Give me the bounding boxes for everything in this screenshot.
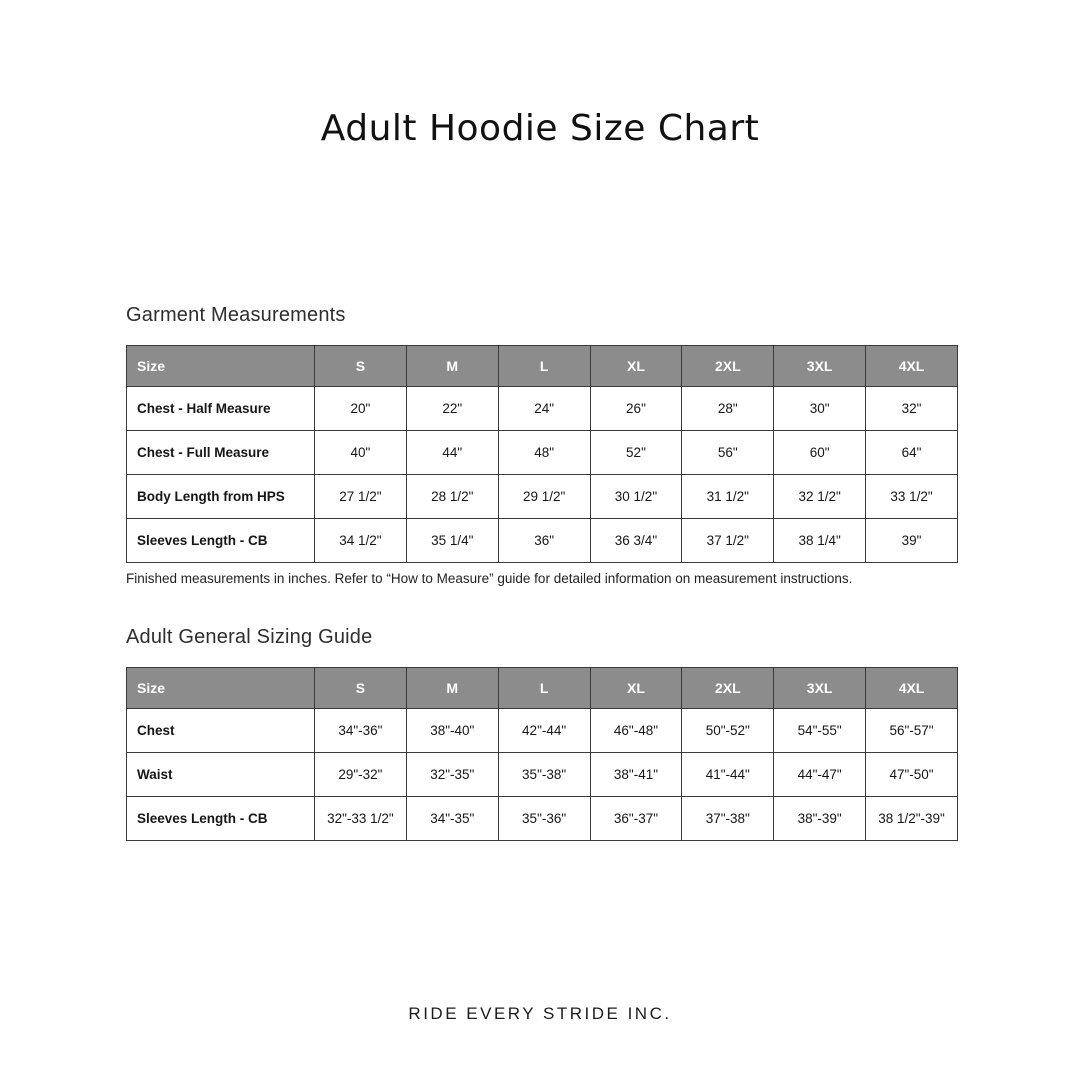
value-cell: 20" — [315, 387, 407, 431]
column-header: 3XL — [774, 668, 866, 709]
value-cell: 35"-38" — [498, 753, 590, 797]
value-cell: 28" — [682, 387, 774, 431]
sizing-guide-heading: Adult General Sizing Guide — [126, 626, 373, 648]
value-cell: 34 1/2" — [315, 519, 407, 563]
column-header: Size — [127, 668, 315, 709]
value-cell: 54"-55" — [774, 709, 866, 753]
value-cell: 24" — [498, 387, 590, 431]
table-row — [127, 753, 958, 797]
value-cell: 52" — [590, 431, 682, 475]
column-header: 2XL — [682, 346, 774, 387]
value-cell: 36 3/4" — [590, 519, 682, 563]
value-cell: 38 1/4" — [774, 519, 866, 563]
value-cell: 28 1/2" — [406, 475, 498, 519]
value-cell: 32"-33 1/2" — [315, 797, 407, 841]
row-label: Chest - Half Measure — [127, 387, 315, 431]
value-cell: 48" — [498, 431, 590, 475]
value-cell: 37 1/2" — [682, 519, 774, 563]
garment-measurements-heading: Garment Measurements — [126, 304, 346, 326]
value-cell: 41"-44" — [682, 753, 774, 797]
column-header: 4XL — [866, 668, 958, 709]
value-cell: 22" — [406, 387, 498, 431]
row-label: Chest - Full Measure — [127, 431, 315, 475]
column-header: Size — [127, 346, 315, 387]
column-header: L — [498, 668, 590, 709]
row-label: Body Length from HPS — [127, 475, 315, 519]
column-header: 2XL — [682, 668, 774, 709]
page-title: Adult Hoodie Size Chart — [320, 108, 760, 149]
value-cell: 29"-32" — [315, 753, 407, 797]
value-cell: 35 1/4" — [406, 519, 498, 563]
column-header: L — [498, 346, 590, 387]
table-row — [127, 431, 958, 475]
value-cell: 39" — [866, 519, 958, 563]
garment-measurements-table — [126, 345, 958, 563]
column-header: 4XL — [866, 346, 958, 387]
value-cell: 38 1/2"-39" — [866, 797, 958, 841]
value-cell: 60" — [774, 431, 866, 475]
value-cell: 37"-38" — [682, 797, 774, 841]
value-cell: 26" — [590, 387, 682, 431]
row-label: Sleeves Length - CB — [127, 797, 315, 841]
table-row — [127, 709, 958, 753]
row-label: Sleeves Length - CB — [127, 519, 315, 563]
column-header: S — [315, 346, 407, 387]
value-cell: 38"-39" — [774, 797, 866, 841]
value-cell: 46"-48" — [590, 709, 682, 753]
row-label: Chest — [127, 709, 315, 753]
value-cell: 44"-47" — [774, 753, 866, 797]
value-cell: 40" — [315, 431, 407, 475]
value-cell: 33 1/2" — [866, 475, 958, 519]
value-cell: 36" — [498, 519, 590, 563]
value-cell: 36"-37" — [590, 797, 682, 841]
value-cell: 38"-40" — [406, 709, 498, 753]
value-cell: 50"-52" — [682, 709, 774, 753]
value-cell: 44" — [406, 431, 498, 475]
value-cell: 56"-57" — [866, 709, 958, 753]
column-header: 3XL — [774, 346, 866, 387]
value-cell: 34"-35" — [406, 797, 498, 841]
table-row — [127, 387, 958, 431]
value-cell: 38"-41" — [590, 753, 682, 797]
sizing-guide-table — [126, 667, 958, 841]
column-header: M — [406, 346, 498, 387]
table-row — [127, 475, 958, 519]
value-cell: 27 1/2" — [315, 475, 407, 519]
header-row — [127, 346, 958, 387]
value-cell: 64" — [866, 431, 958, 475]
table-row — [127, 797, 958, 841]
row-label: Waist — [127, 753, 315, 797]
value-cell: 30" — [774, 387, 866, 431]
value-cell: 34"-36" — [315, 709, 407, 753]
value-cell: 32 1/2" — [774, 475, 866, 519]
column-header: M — [406, 668, 498, 709]
column-header: XL — [590, 668, 682, 709]
column-header: XL — [590, 346, 682, 387]
value-cell: 32"-35" — [406, 753, 498, 797]
value-cell: 56" — [682, 431, 774, 475]
value-cell: 47"-50" — [866, 753, 958, 797]
value-cell: 42"-44" — [498, 709, 590, 753]
brand-footer: RIDE EVERY STRIDE INC. — [408, 1004, 672, 1023]
value-cell: 32" — [866, 387, 958, 431]
value-cell: 35"-36" — [498, 797, 590, 841]
measurement-note: Finished measurements in inches. Refer to “How to Measure” guide for detailed information on measurement instructions. — [126, 571, 853, 586]
table-row — [127, 519, 958, 563]
value-cell: 30 1/2" — [590, 475, 682, 519]
header-row — [127, 668, 958, 709]
value-cell: 29 1/2" — [498, 475, 590, 519]
column-header: S — [315, 668, 407, 709]
value-cell: 31 1/2" — [682, 475, 774, 519]
